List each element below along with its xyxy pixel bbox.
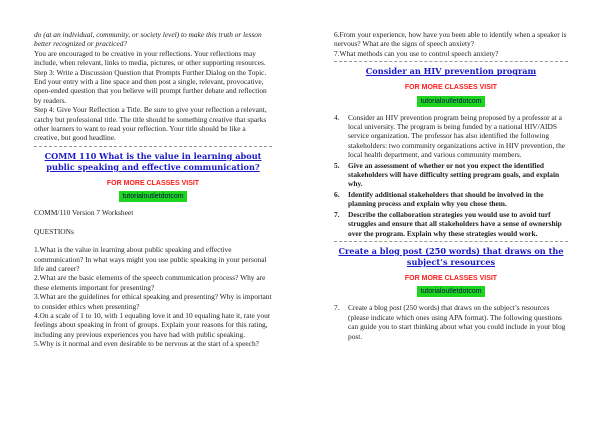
question-item: 4.On a scale of 1 to 10, with 1 equaling love it and 10 equaling hate it, rate your feelings about speaking in front of groups. Explain your reasons for this rating, including any previous experiences you have had with public speaking.: [34, 310, 271, 339]
list-item: 6. Identify additional stakeholders that should be involved in the planning process and explain why you chose them.: [334, 189, 544, 209]
more-classes-banner: FOR MORE CLASSES VISIT: [106, 179, 200, 187]
comm110-title[interactable]: COMM 110 What is the value in learning about public speaking and effective communication?: [44, 150, 262, 172]
left-column: [34, 30, 272, 349]
question-item: 6.From your experience, how have you been able to identify when a speaker is nervous? What are the signs of speech anxiety?: [334, 30, 567, 49]
list-item: 7. Create a blog post (250 words) that draws on the subject’s resources (please indicate which ones using APA format). The following questions can guide you to start thinking about what you could include in your blog post.: [334, 303, 566, 341]
intro-italic: do (at an individual, community, or society level) to make this truth or lesson better recognized or practiced?: [34, 30, 262, 49]
question-item: 3.What are the guidelines for ethical speaking and presenting? Why is important to consider ethics when presenting?: [34, 292, 272, 311]
question-item: 2.What are the basic elements of the speech communication process? Why are these elements important for presenting?: [34, 273, 266, 292]
questions-label: QUESTIONs: [34, 226, 74, 236]
hiv-list: [334, 113, 568, 238]
right-column: [334, 30, 568, 342]
question-item: 5.Why is it normal and even desirable to be nervous at the start of a speech?: [34, 339, 259, 349]
intro-line: Step 4: Give Your Reflection a Title. Be sure to give your reflection a relevant, catchy but professional title. The title should be something creative that sparks other learners to want to read your reflection. Your title should be like a creative, but good headline.: [34, 105, 267, 143]
intro-line: You are encouraged to be creative in your reflections. Your reflections may include, when relevant, links to media, pictures, or other supporting resources.: [34, 48, 266, 68]
worksheet-label: COMM/110 Version 7 Worksheet: [34, 208, 134, 218]
tutorial-link[interactable]: tutorialoutletdotcom: [417, 286, 484, 297]
hiv-title[interactable]: Consider an HIV prevention program: [365, 66, 537, 77]
question-item: 1.What is the value in learning about public speaking and effective communication? In what ways might you use public speaking in your personal life and career?: [34, 245, 267, 273]
list-item: 7. Describe the collaboration strategies you would use to avoid turf struggles and ensure that all stakeholders have a sense of ownership over the program. Explain why these strategies would work.: [334, 209, 562, 238]
blog-title[interactable]: Create a blog post (250 words) that draws on the subject’s resources: [338, 245, 564, 267]
blog-list: [334, 303, 568, 341]
more-classes-banner: FOR MORE CLASSES VISIT: [404, 84, 498, 92]
divider: [34, 146, 272, 147]
tutorial-link[interactable]: tutorialoutletdotcom: [417, 96, 484, 107]
divider: [334, 61, 568, 62]
list-item: 5. Give an assessment of whether or not you expect the identified stakeholders will have difficulty setting program goals, and explain why.: [334, 160, 560, 189]
intro-line: Step 3: Write a Discussion Question that Prompts Further Dialog on the Topic. End your entry with a line space and then post a single, relevant, provocative, open-ended question that you believe will prompt further debate and reflection by readers.: [34, 67, 267, 105]
more-classes-banner: FOR MORE CLASSES VISIT: [404, 274, 498, 282]
list-item: 4. Consider an HIV prevention program being proposed by a professor at a local university. The program is being funded by a national HIV/AIDS service organization. The professor has also identified the following stakeholders: two community organizations active in HIV prevention, the local health department, and various community members.: [334, 112, 566, 160]
divider: [334, 241, 568, 242]
tutorial-link[interactable]: tutorialoutletdotcom: [119, 191, 186, 202]
question-item: 7.What methods can you use to control speech anxiety?: [334, 48, 499, 58]
